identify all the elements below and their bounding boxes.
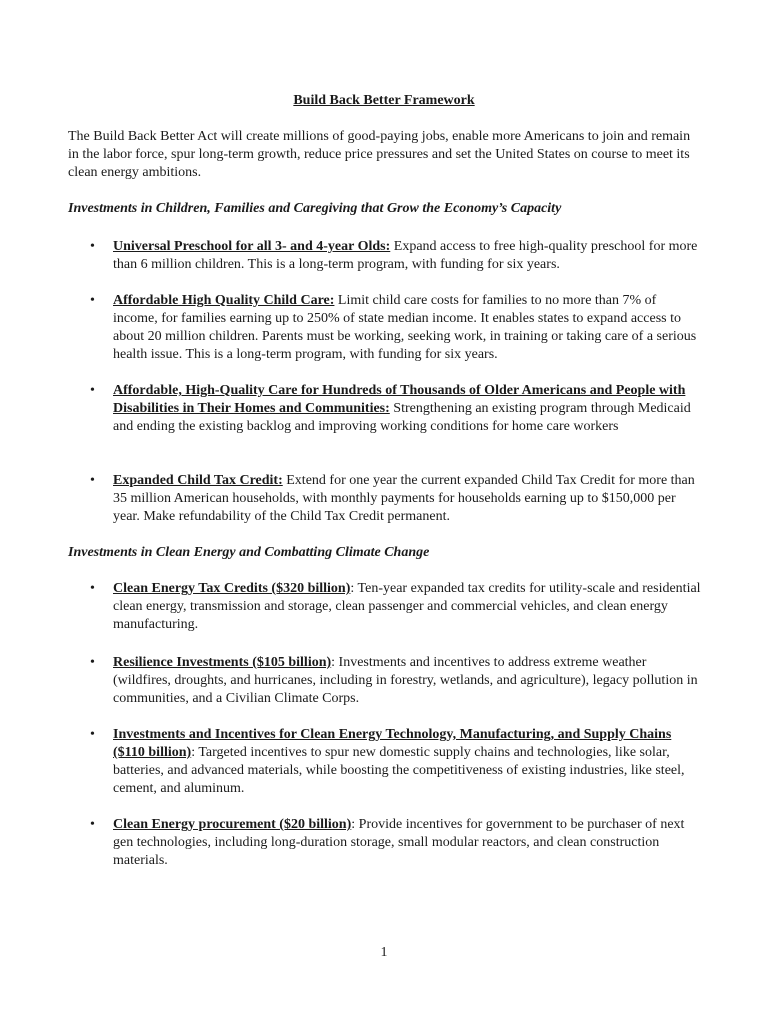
list-item-title: Resilience Investments ($105 billion) [113, 655, 332, 670]
list-item-body: Strengthening an existing program through Medicaid and ending the existing backlog and improving working conditions for home care workers [113, 401, 691, 434]
bullet-icon: • [90, 239, 95, 254]
list-item-body: Extend for one year the current expanded Child Tax Credit for more than 35 million American households, with monthly payments for households earning up to $150,000 per year. Make refundability of the Child Tax Credit permanent. [113, 473, 695, 524]
list-item-title: Expanded Child Tax Credit: [113, 473, 283, 488]
list-item-body: : Provide incentives for government to be purchaser of next gen technologies, including long-duration storage, small modular reactors, and clean construction materials. [113, 817, 685, 868]
list-item-body: : Targeted incentives to spur new domestic supply chains and technologies, like solar, batteries, and advanced materials, while boosting the competitiveness of existing industries, like steel, cement, and aluminum. [113, 745, 685, 796]
page-number: 1 [380, 945, 388, 960]
list-item-title: Clean Energy procurement ($20 billion) [113, 817, 352, 832]
bullet-icon: • [90, 473, 95, 488]
list-item-title: Affordable, High-Quality Care for Hundreds of Thousands of Older Americans and People with Disabilities in Their Homes and Communities: [113, 383, 686, 416]
list-item-body: Expand access to free high-quality preschool for more than 6 million children. This is a long-term program, with funding for six years. [113, 239, 698, 272]
list-item-text [113, 654, 703, 708]
list-item-text [113, 580, 703, 634]
bullet-icon: • [90, 817, 95, 832]
list-item-text [113, 816, 703, 870]
list-item-body: : Ten-year expanded tax credits for utility-scale and residential clean energy, transmission and storage, clean passenger and commercial vehicles, and clean energy manufacturing. [113, 581, 701, 632]
document-title: Build Back Better Framework [293, 93, 475, 108]
bullet-icon: • [90, 581, 95, 596]
list-item-text [113, 472, 703, 526]
bullet-icon: • [90, 655, 95, 670]
intro-paragraph: The Build Back Better Act will create millions of good-paying jobs, enable more Americans to join and remain in the labor force, spur long-term growth, reduce price pressures and set the United States on course to meet its clean energy ambitions. [68, 129, 691, 180]
list-item-text [113, 292, 703, 364]
bullet-icon: • [90, 383, 95, 398]
list-item-text [113, 382, 703, 436]
list-item-text [113, 726, 703, 798]
bullet-icon: • [90, 293, 95, 308]
section-heading-children-families: Investments in Children, Families and Caregiving that Grow the Economy’s Capacity [68, 201, 562, 216]
bullet-icon: • [90, 727, 95, 742]
section-heading-clean-energy: Investments in Clean Energy and Combatting Climate Change [68, 545, 430, 560]
list-item-title: Investments and Incentives for Clean Energy Technology, Manufacturing, and Supply Chains ($110 billion) [113, 727, 672, 760]
list-item-title: Universal Preschool for all 3- and 4-year Olds: [113, 239, 391, 254]
list-item-title: Affordable High Quality Child Care: [113, 293, 335, 308]
list-item-body: : Investments and incentives to address extreme weather (wildfires, droughts, and hurricanes, including in forestry, wetlands, and agriculture), legacy pollution in communities, and a Civilian Climate Corps. [113, 655, 698, 706]
list-item-title: Clean Energy Tax Credits ($320 billion) [113, 581, 351, 596]
list-item-text [113, 238, 703, 274]
list-item-body: Limit child care costs for families to no more than 7% of income, for families earning up to 250% of state median income. It enables states to expand access to about 20 million children. Parents must be working, seeking work, in training or taking care of a serious health issue. This is a long-term program, with funding for six years. [113, 293, 697, 362]
